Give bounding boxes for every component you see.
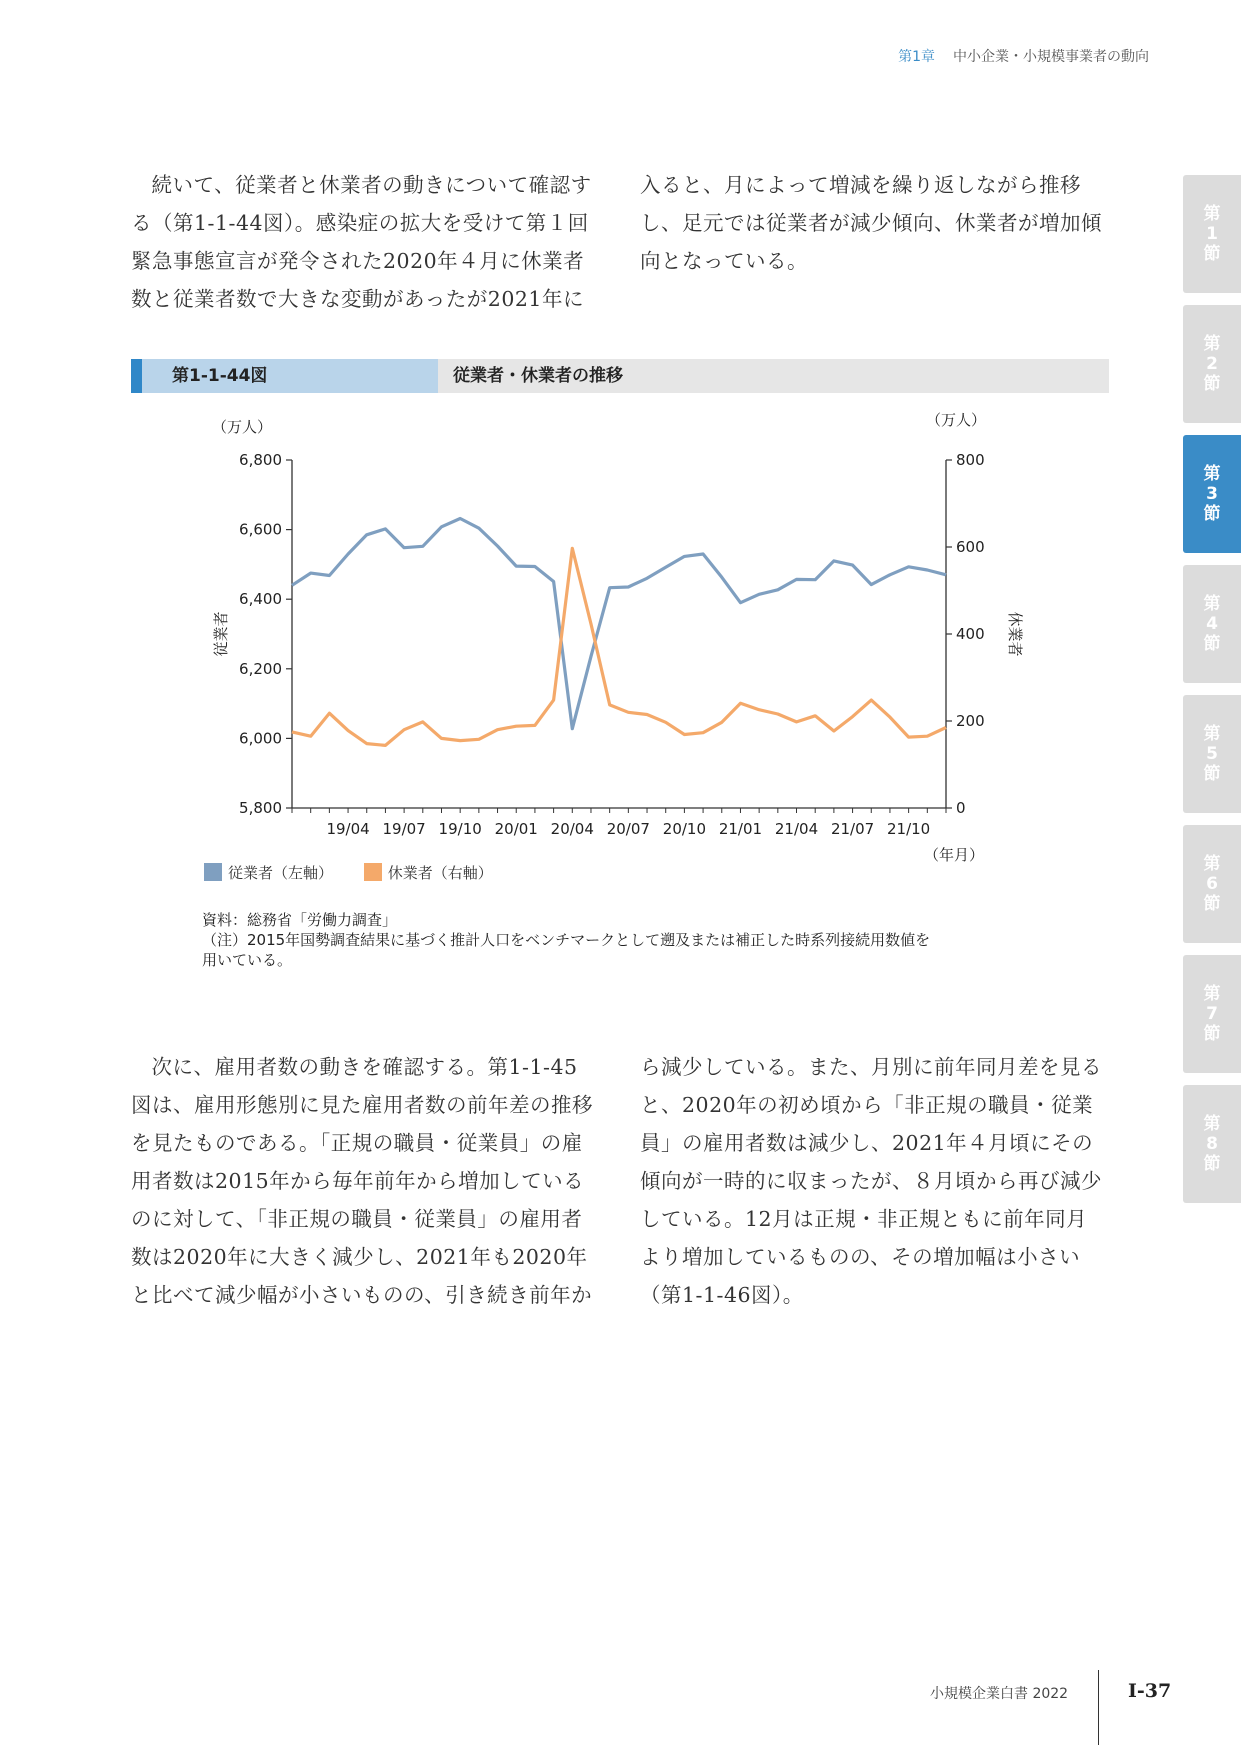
tab-section-6[interactable] xyxy=(1183,825,1241,943)
text-line: と比べて減少幅が小さいものの、引き続き前年か xyxy=(131,1283,593,1307)
tab-label: 第3節 xyxy=(1203,464,1221,524)
text-line: 向となっている。 xyxy=(640,249,808,273)
left-tick-label: 6,200 xyxy=(239,659,282,678)
tab-label: 第7節 xyxy=(1203,984,1221,1044)
tab-label: 第8節 xyxy=(1203,1114,1221,1174)
left-tick-label: 5,800 xyxy=(239,799,282,817)
x-tick-label: 20/10 xyxy=(662,820,707,838)
text-line: 緊急事態宣言が発令された2020年４月に休業者 xyxy=(131,249,585,273)
legend-item-absent xyxy=(364,862,493,883)
tab-label: 第2節 xyxy=(1203,334,1221,394)
left-tick-label: 6,000 xyxy=(239,729,282,748)
text-line: を見たものである。「正規の職員・従業員」の雇 xyxy=(131,1131,583,1155)
left-axis-unit: （万人） xyxy=(211,418,272,436)
tab-section-1[interactable] xyxy=(1183,175,1241,293)
tab-section-4[interactable] xyxy=(1183,565,1241,683)
text-line: 数と従業者数で大きな変動があったが2021年に xyxy=(131,287,584,311)
text-line: 続いて、従業者と休業者の動きについて確認す xyxy=(151,173,592,197)
paragraph-top-right xyxy=(640,166,1110,280)
text-line: し、足元では従業者が減少傾向、休業者が増加傾 xyxy=(640,211,1102,235)
page-header xyxy=(898,46,1149,66)
text-line: 員」の雇用者数は減少し、2021年４月頃にその xyxy=(640,1131,1094,1155)
text-line: 入ると、月によって増減を繰り返しながら推移 xyxy=(640,173,1081,197)
right-tick-label: 600 xyxy=(956,538,985,556)
left-tick-label: 6,400 xyxy=(239,590,282,609)
source-note: 資料：総務省「労働力調査」 xyxy=(202,911,398,929)
paragraph-bottom-right xyxy=(640,1048,1110,1314)
legend-swatch-absent xyxy=(364,863,382,881)
figure-title-bar xyxy=(131,359,1109,393)
note-line: （注）2015年国勢調査結果に基づく推計人口をベンチマークとして遡及または補正した時系列接続用数値を xyxy=(202,931,931,949)
tab-label: 第4節 xyxy=(1203,594,1221,654)
x-tick-label: 19/07 xyxy=(382,820,426,838)
figure-number: 第1-1-44図 xyxy=(142,359,438,393)
tab-label: 第6節 xyxy=(1203,854,1221,914)
legend-swatch-employees xyxy=(204,863,222,881)
tab-section-8[interactable] xyxy=(1183,1085,1241,1203)
right-axis-unit: （万人） xyxy=(925,411,986,429)
text-line: のに対して、「非正規の職員・従業員」の雇用者 xyxy=(131,1207,583,1231)
figure-notes xyxy=(202,910,930,970)
text-line: 用者数は2015年から毎年前年から増加している xyxy=(131,1169,585,1193)
x-tick-label: 20/04 xyxy=(550,820,594,838)
text-line: 傾向が一時的に収まったが、８月頃から再び減少 xyxy=(640,1169,1102,1193)
x-tick-label: 19/10 xyxy=(438,820,482,838)
tab-section-5[interactable] xyxy=(1183,695,1241,813)
text-line: る（第1-1-44図）。感染症の拡大を受けて第１回 xyxy=(131,211,589,235)
x-tick-label: 21/04 xyxy=(774,820,819,838)
right-axis-label: 休業者 xyxy=(1006,611,1024,657)
x-tick-label: 21/07 xyxy=(830,820,875,838)
chart-legend xyxy=(204,862,519,883)
footer-title: 小規模企業白書 2022 xyxy=(930,1686,1069,1702)
left-tick-label: 6,600 xyxy=(239,520,282,539)
tab-label: 第5節 xyxy=(1203,724,1221,784)
header-title: 中小企業・小規模事業者の動向 xyxy=(953,49,1149,65)
paragraph-top-left xyxy=(131,166,601,318)
legend-label: 従業者（左軸） xyxy=(228,864,334,882)
text-line: （第1-1-46図）。 xyxy=(640,1283,804,1307)
right-tick-label: 400 xyxy=(956,625,985,643)
line-chart xyxy=(200,405,1024,865)
tab-section-2[interactable] xyxy=(1183,305,1241,423)
left-tick-label: 6,800 xyxy=(239,451,282,469)
legend-label: 休業者（右軸） xyxy=(387,864,493,882)
x-tick-label: 19/04 xyxy=(326,820,370,838)
right-tick-label: 200 xyxy=(956,712,985,730)
left-axis-label: 従業者 xyxy=(212,611,230,657)
text-line: と、2020年の初め頃から「非正規の職員・従業 xyxy=(640,1093,1094,1117)
text-line: 図は、雇用形態別に見た雇用者数の前年差の推移 xyxy=(131,1093,593,1117)
tab-label: 第1節 xyxy=(1203,204,1221,264)
header-chapter: 第1章 xyxy=(898,49,935,65)
text-line: ら減少している。また、月別に前年同月差を見る xyxy=(640,1055,1102,1079)
page-number: Ⅰ-37 xyxy=(1128,1680,1172,1702)
footer-divider xyxy=(1098,1670,1099,1745)
tab-section-3[interactable] xyxy=(1183,435,1241,553)
x-tick-label: 21/10 xyxy=(887,820,931,838)
figure-title: 従業者・休業者の推移 xyxy=(453,366,623,386)
x-tick-label: 21/01 xyxy=(718,820,763,838)
series-line-employees xyxy=(292,519,946,729)
note-line: 用いている。 xyxy=(202,951,293,969)
series-line-absent xyxy=(292,548,946,745)
figure-title-accent xyxy=(131,359,142,393)
x-tick-label: 20/01 xyxy=(494,820,538,838)
legend-item-employees xyxy=(204,862,333,883)
right-tick-label: 0 xyxy=(956,799,966,817)
text-line: より増加しているものの、その増加幅は小さい xyxy=(640,1245,1081,1269)
x-axis-label: （年月） xyxy=(923,846,984,864)
right-tick-label: 800 xyxy=(956,451,985,469)
text-line: している。12月は正規・非正規ともに前年同月 xyxy=(640,1207,1088,1231)
paragraph-bottom-left xyxy=(131,1048,601,1314)
text-line: 数は2020年に大きく減少し、2021年も2020年 xyxy=(131,1245,588,1269)
x-tick-label: 20/07 xyxy=(606,820,650,838)
text-line: 次に、雇用者数の動きを確認する。第1-1-45 xyxy=(151,1055,578,1079)
tab-section-7[interactable] xyxy=(1183,955,1241,1073)
